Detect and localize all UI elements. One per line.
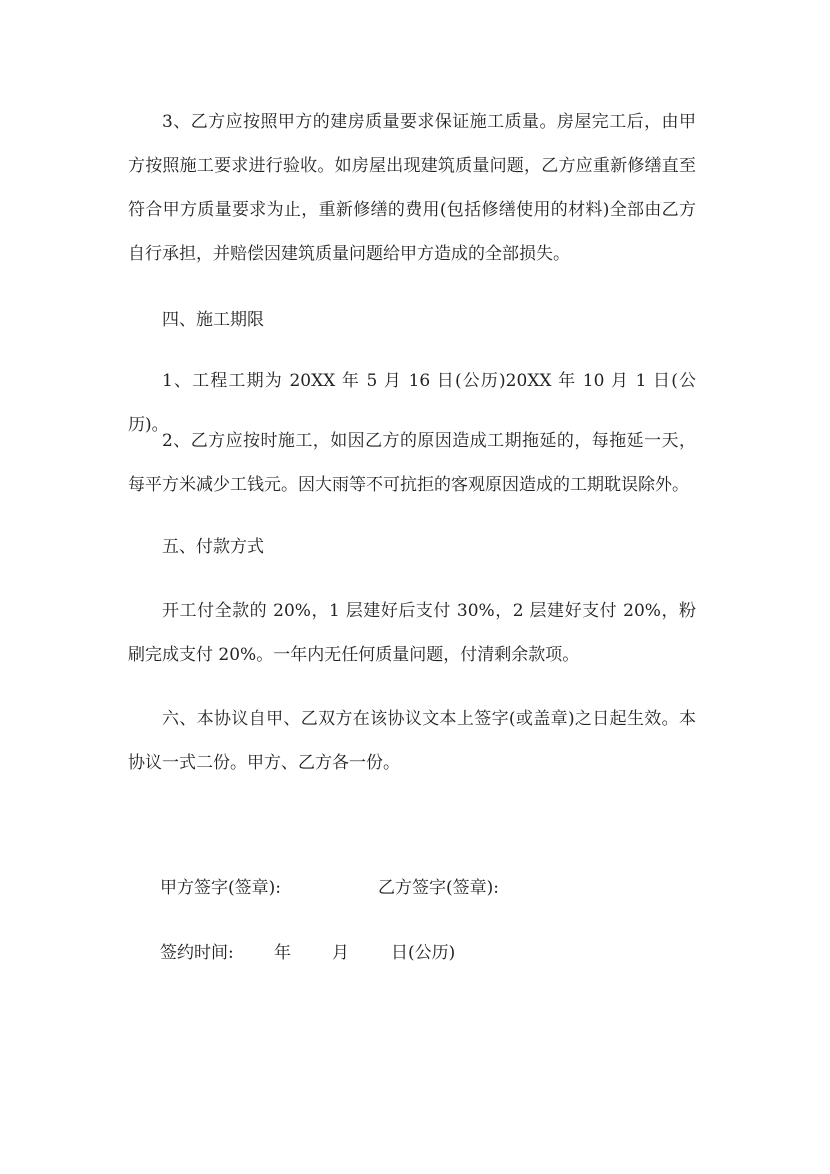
section-5-body: 开工付全款的 20%，1 层建好后支付 30%，2 层建好支付 20%，粉刷完成支付 20%。一年内无任何质量问题，付清剩余款项。 xyxy=(128,601,696,665)
party-b-signature-label: 乙方签字(签章): xyxy=(378,878,499,898)
signing-year-label: 年 xyxy=(274,943,291,963)
signing-day-label: 日(公历) xyxy=(391,943,456,963)
section-4-item-2: 2、乙方应按时施工，如因乙方的原因造成工期拖延的，每拖延一天，每平方米减少工钱元。因大雨等不可抗拒的客观原因造成的工期耽误除外。 xyxy=(128,431,696,495)
party-a-signature-label: 甲方签字(签章): xyxy=(160,878,281,898)
signing-date-label: 签约时间: xyxy=(160,943,234,963)
section-6-paragraph: 六、本协议自甲、乙双方在该协议文本上签字(或盖章)之日起生效。本协议一式二份。甲方、乙方各一份。 xyxy=(128,709,696,773)
clause-3-paragraph: 3、乙方应按照甲方的建房质量要求保证施工质量。房屋完工后，由甲方按照施工要求进行验收。如房屋出现建筑质量问题，乙方应重新修缮直至符合甲方质量要求为止，重新修缮的费用(包括修缮使用的材料)全部由乙方自行承担，并赔偿因建筑质量问题给甲方造成的全部损失。 xyxy=(128,112,696,264)
section-4-item-1: 1、工程工期为 20XX 年 5 月 16 日(公历)20XX 年 10 月 1 日(公历)。 xyxy=(128,371,696,435)
section-4-heading: 四、施工期限 xyxy=(162,310,264,330)
signing-month-label: 月 xyxy=(332,943,349,963)
section-5-heading: 五、付款方式 xyxy=(162,537,264,557)
